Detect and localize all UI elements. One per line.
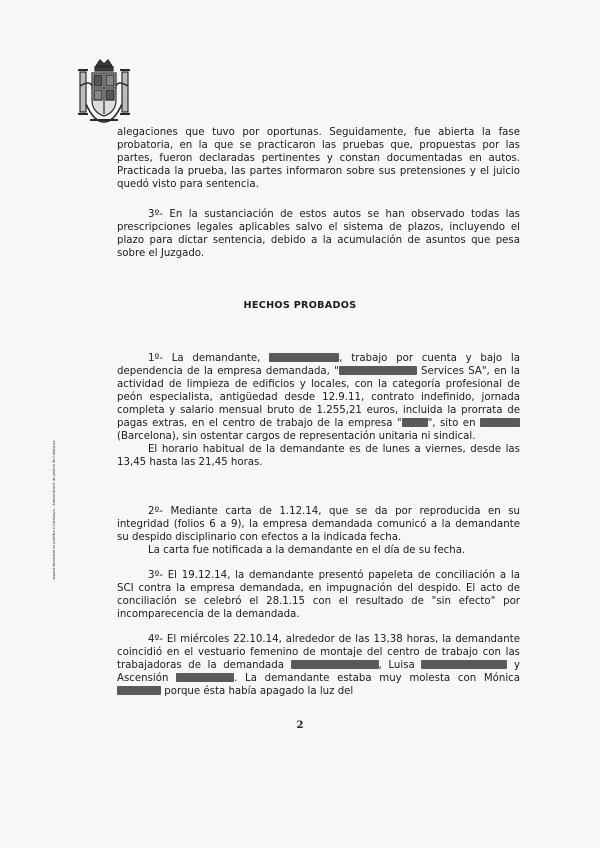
redaction-bar bbox=[480, 418, 520, 427]
redaction-bar bbox=[421, 660, 507, 669]
redaction-bar bbox=[291, 660, 379, 669]
fact-3 bbox=[117, 569, 520, 621]
paragraph-1: alegaciones que tuvo por oportunas. Seguidamente, fue abierta la fase probatoria, en la que se practicaron las pruebas que, propuestas por las partes, fueron declaradas pertinentes y constan documentadas en autos. Practicada la prueba, las partes informaron sobre sus pretensiones y el juicio quedó visto para sentencia. bbox=[117, 127, 520, 190]
side-margin-note-text: Aquest document es justifica a Catalunya - Administració de Justícia de Catalunya bbox=[52, 440, 56, 580]
third-procedural-paragraph bbox=[117, 208, 520, 260]
redaction-bar bbox=[176, 673, 234, 682]
coat-of-arms-icon bbox=[74, 56, 134, 130]
redaction-bar bbox=[117, 686, 161, 695]
redaction-bar bbox=[402, 418, 428, 427]
fact-2-paragraph: 2º- Mediante carta de 1.12.14, que se da por reproducida en su integridad (folios 6 a 9), la empresa demandada comunicó a la demandante su despido disciplinario con efectos a la indicada fecha. bbox=[117, 506, 520, 543]
procedural-paragraph bbox=[117, 126, 520, 191]
side-margin-note bbox=[49, 390, 59, 630]
paragraph-2: 3º- En la sustanciación de estos autos se han observado todas las prescripciones legales aplicables salvo el sistema de plazos, incluyendo el plazo para dictar sentencia, debido a la acumulación de asuntos que pesa sobre el Juzgado. bbox=[117, 209, 520, 259]
fact-2-notification: La carta fue notificada a la demandante en el día de su fecha. bbox=[148, 545, 466, 556]
section-heading: HECHOS PROBADOS bbox=[243, 300, 357, 311]
fact-3-paragraph: 3º- El 19.12.14, la demandante presentó papeleta de conciliación a la SCI contra la empresa demandada, en impugnación del despido. El acto de conciliación se celebró el 28.1.15 con el resultado de "sin efecto" por incomparecencia de la demandada. bbox=[117, 570, 520, 620]
fact-4 bbox=[117, 633, 520, 698]
fact-4-paragraph: 4º- El miércoles 22.10.14, alrededor de las 13,38 horas, la demandante coincidió en el vestuario femenino de montaje del centro de trabajo con las trabajadoras de la demandada , Luisa y Ascensión . La demandante estaba muy molesta con Mónica porque ésta había apagado la luz del bbox=[117, 634, 520, 697]
fact-1-schedule: El horario habitual de la demandante es de lunes a viernes, desde las 13,45 hasta las 21,45 horas. bbox=[117, 444, 520, 468]
page-number: 2 bbox=[296, 720, 304, 731]
fact-1 bbox=[117, 352, 520, 469]
fact-1-paragraph: 1º- La demandante, , trabajo por cuenta y bajo la dependencia de la empresa demandada, " Services SA", en la actividad de limpieza de edificios y locales, con la categoría profesional de peón especialista, antigüedad desde 12.9.11, contrato indefinido, jornada completa y salario mensual bruto de 1.255,21 euros, incluida la prorrata de pagas extras, en el centro de trabajo de la empresa " ", sito en (Barcelona), sin ostentar cargos de representación unitaria ni sindical. bbox=[117, 353, 520, 442]
redaction-bar bbox=[339, 366, 417, 375]
redaction-bar bbox=[269, 353, 339, 362]
fact-2 bbox=[117, 505, 520, 557]
